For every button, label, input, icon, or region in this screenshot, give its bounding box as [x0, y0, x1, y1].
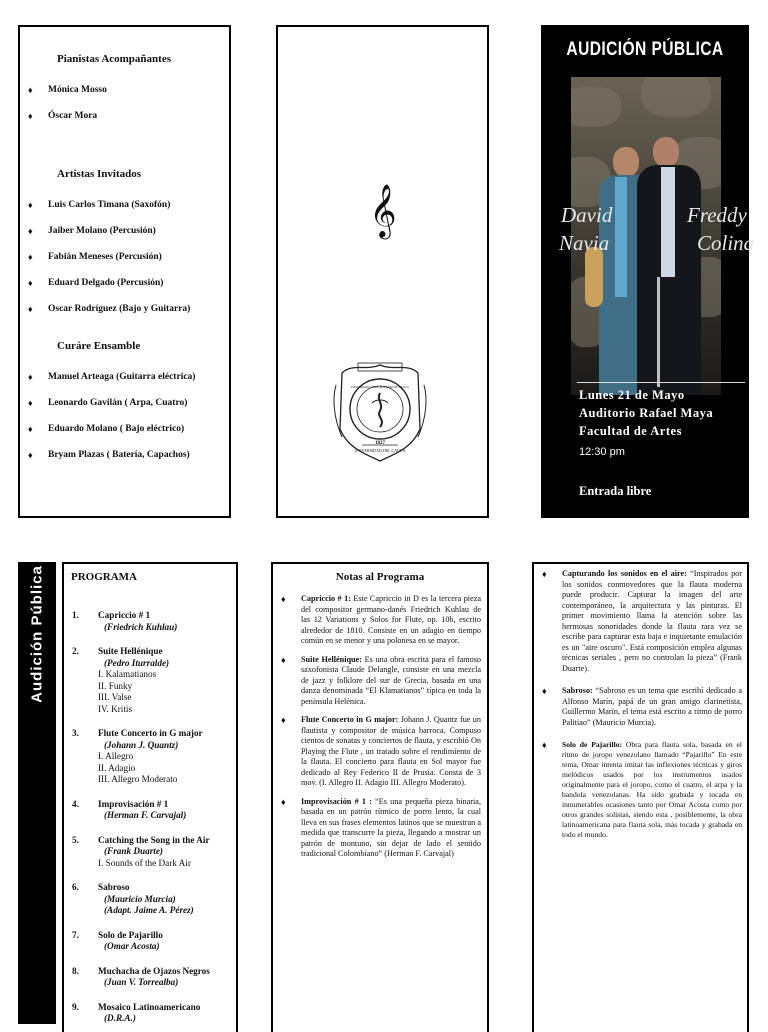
- note-text: Obra para flauta sola, basada en el ritmo de joropo venezolano llamado “Pajarillo” En este tema, Omar intenta imitar las inflexiones técnicas y giros melódicos usados por los instrumentos usados originalmente para el joropo, como el cuatro, el arpa y la bandola venezolanas. Ha sido grabada y tocada en innumerables ocasiones tanto por Omar Acosta como por otros grandes solistas, siendo esta , posiblemente, la obra latinoamericana para flauta sola, más tocada y grabada en todo el mundo.: [562, 740, 743, 839]
- piece-title: Sabroso: [98, 882, 130, 892]
- guests-heading: Artistas Invitados: [57, 168, 142, 180]
- seal-caption: UNIVERSIDAD DEL CAUCA: [354, 448, 406, 453]
- list-item: ♦ Leonardo Gavilán ( Arpa, Cuatro): [20, 398, 230, 408]
- list-item: [536, 686, 742, 728]
- note-title: Improvisación # 1 :: [301, 796, 372, 806]
- note-text: Johann J. Quantz fue un flautista y compositor de música barroca. Compuso cientos de sonatas y conciertos de flauta, y escribió On Playing the Flute , un tratado sobre el rendimiento de la flauta. El concierto para flauta en Sol mayor fue dedicado al Rey Federico II de Prusia. Consta de 3 mov. (I. Allegro II. Adagio III. Allegro Moderato).: [301, 715, 481, 787]
- piece-title: Solo de Pajarillo: [98, 929, 163, 940]
- note-text: Este Capriccio in D es la tercera pieza del compositor germano-danés Friedrich Kuhlau de las 12 Variations y Solos for Flute, op. 10b, escrito alrededor de 1810. Consiste en un adagio en tiempo común en se menor y una polonesa en se mayor.: [301, 594, 481, 645]
- movement: III. Valse: [98, 692, 132, 702]
- list-item: [275, 715, 481, 789]
- piece-title: Capriccio # 1: [98, 610, 151, 620]
- cover-title: AUDICIÓN PÚBLICA: [566, 39, 724, 60]
- ensemble-list: [20, 372, 230, 460]
- pianists-list: [20, 85, 230, 121]
- composer: (Pedro Iturralde): [104, 657, 170, 668]
- composer: (Frank Duarte): [104, 846, 163, 856]
- note-title: Sabroso:: [562, 686, 593, 695]
- piece-title: Flute Concerto in G major: [98, 728, 203, 738]
- list-item: ♦ Fabián Meneses (Percusión): [20, 252, 230, 262]
- entry-note: Entrada libre: [579, 484, 652, 498]
- item-number: 2.: [72, 646, 79, 656]
- list-item: ♦ Oscar Rodríguez (Bajo y Guitarra): [20, 304, 230, 314]
- list-item: [72, 646, 236, 715]
- notes-heading: Notas al Programa: [335, 571, 425, 583]
- movement: I. Allegro: [98, 751, 134, 761]
- list-item: ♦ Eduard Delgado (Percusión): [20, 278, 230, 288]
- note-title: Suite Hellénique:: [301, 654, 362, 664]
- performer-2-first-name: Freddy: [687, 203, 747, 227]
- divider: [577, 382, 745, 383]
- arranger: (Adapt. Jaime A. Pérez): [104, 905, 194, 915]
- list-item: [72, 728, 236, 786]
- performer-2-last-name: Colina: [697, 231, 755, 255]
- event-venue: Auditorio Rafael Maya: [579, 406, 714, 420]
- item-number: 4.: [72, 798, 79, 809]
- spine-label: Audición Pública: [28, 565, 46, 703]
- notes-list: [536, 569, 742, 848]
- composer: (Omar Acosta): [104, 941, 160, 951]
- movement: III. Allegro Moderato: [98, 774, 178, 784]
- list-item: [536, 569, 742, 674]
- list-item: [72, 882, 236, 917]
- list-item: [275, 655, 481, 708]
- piece-title: Mosaico Latinoamericano: [98, 1001, 201, 1012]
- item-number: 5.: [72, 834, 79, 845]
- program-list: [72, 610, 236, 1025]
- event-date: Lunes 21 de Mayo: [579, 388, 685, 402]
- composer: (D.R.A.): [104, 1013, 136, 1023]
- piece-title: Catching the Song in the Air: [98, 834, 210, 845]
- notes-list: [275, 594, 481, 868]
- seal-year: 1827: [375, 441, 385, 446]
- event-time: 12:30 pm: [579, 446, 625, 458]
- composer: (Friedrich Kuhlau): [104, 621, 178, 632]
- item-number: 8.: [72, 965, 79, 976]
- program-panel: [62, 562, 238, 1032]
- list-item: [275, 594, 481, 647]
- notes-panel: [271, 562, 489, 1032]
- pianists-heading: Pianistas Acompañantes: [57, 53, 171, 65]
- list-item: ♦ Óscar Mora: [20, 111, 230, 121]
- list-item: ♦ Luis Carlos Timana (Saxofón): [20, 200, 230, 210]
- front-cover: [541, 25, 755, 518]
- composer: (Mauricio Murcia): [104, 893, 176, 904]
- composer: (Juan V. Torrealba): [104, 977, 179, 987]
- list-item: [536, 740, 742, 840]
- note-text: “Sabroso es un tema que escribí dedicado a Alfonso Marín, papá de un gran amigo clarinetista, Guillermo Marín, el tema está escrito a ritmo de porro Palitiao” (Mauricio Murcia).: [562, 686, 742, 727]
- item-number: 6.: [72, 882, 79, 892]
- item-number: 9.: [72, 1001, 79, 1012]
- list-item: [72, 799, 236, 822]
- movement: II. Funky: [98, 680, 133, 691]
- list-item: [275, 797, 481, 860]
- list-item: [72, 835, 236, 870]
- performer-1-first-name: David: [561, 203, 613, 227]
- guests-list: [20, 200, 230, 314]
- item-number: 7.: [72, 929, 79, 940]
- list-item: ♦ Mónica Mosso: [20, 85, 230, 95]
- note-text: Es una obra escrita para el famoso saxofonista Claude Delangle, consiste en una mezcla de jazz y folklore del sur de Grecia, basada en una danza denominada “El Klamatianos” típica en toda la península Helénica.: [301, 654, 481, 706]
- ensemble-heading: Curáre Ensamble: [57, 340, 141, 352]
- note-title: Capriccio # 1:: [301, 594, 351, 603]
- list-item: [72, 930, 236, 953]
- performer-1-last-name: Navia: [559, 231, 610, 255]
- list-item: ♦ Jaiber Molano (Percusión): [20, 226, 230, 236]
- movement: IV. Kritis: [98, 703, 133, 714]
- program-heading: PROGRAMA: [71, 571, 137, 583]
- list-item: ♦ Manuel Arteaga (Guitarra eléctrica): [20, 372, 230, 382]
- composer: (Herman F. Carvajal): [104, 810, 187, 820]
- note-title: Flute Concerto in G major:: [301, 715, 399, 724]
- movement: II. Adagio: [98, 762, 136, 773]
- note-title: Capturando los sonidos en el aire:: [562, 569, 687, 578]
- event-faculty: Facultad de Artes: [579, 424, 682, 438]
- list-item: [72, 1002, 236, 1025]
- seal-top-text: POSTGRADO-LIBRE ROSARIO DE CAUCA: [351, 385, 409, 389]
- composer: (Johann J. Quantz): [104, 739, 179, 750]
- movement: I. Kalamatianos: [98, 669, 157, 679]
- treble-clef-icon: 𝄞: [369, 183, 397, 237]
- piece-title: Muchacha de Ojazos Negros: [98, 965, 210, 976]
- movement: I. Sounds of the Dark Air: [98, 857, 191, 868]
- item-number: 3.: [72, 728, 79, 738]
- list-item: [72, 610, 236, 633]
- spine: [18, 562, 56, 1024]
- list-item: ♦ Bryam Plazas ( Batería, Capachos): [20, 450, 230, 460]
- piece-title: Improvisación # 1: [98, 798, 169, 809]
- note-text: “Es una pequeña pieza binaria, basada en un patrón rítmico de porro lento, la cual lleva en sus frases elementos latinos que se muestran a medida que transcurre la pieza, llegando a mostrar un patrón de montuno, sin dejar de lado el sentido tradicional Colombiano” (Herman F. Carvajal): [301, 796, 481, 858]
- performers-panel: [18, 25, 231, 518]
- piece-title: Suite Hellénique: [98, 646, 163, 656]
- list-item: [72, 966, 236, 989]
- list-item: ♦ Eduardo Molano ( Bajo eléctrico): [20, 424, 230, 434]
- note-title: Solo de Pajarillo:: [562, 740, 623, 749]
- event-info: [579, 386, 713, 440]
- notes-panel-continued: [532, 562, 749, 1032]
- item-number: 1.: [72, 610, 79, 620]
- back-cover-panel: [276, 25, 489, 518]
- note-text: “Inspirados por los sonidos conmovedores que la flauta moderna puede producir. Capturar la imagen del arte contemporáneo, la arquitectura y las pinturas. El primer movimiento llama la atención sobre las hermosas sonoridades donde la flauta rara vez se escribe para capturar esta baja e inquietante emulación es un "aire oscuro". Está composición emplea algunas técnicas seriales , pero no controlan la pieza” (Frank Duarte).: [562, 569, 742, 673]
